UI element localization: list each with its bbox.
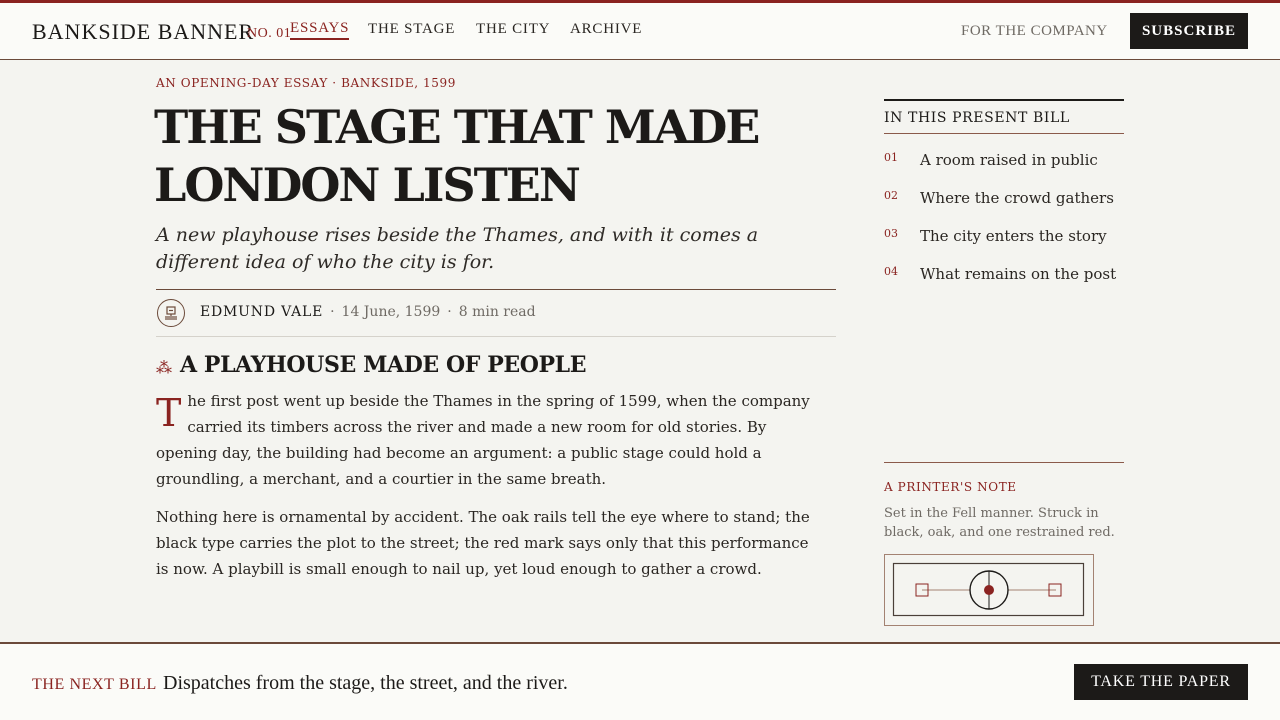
toc-item[interactable] bbox=[884, 151, 1124, 175]
byline-separator: · bbox=[330, 304, 335, 320]
take-the-paper-button[interactable]: TAKE THE PAPER bbox=[1074, 664, 1248, 700]
footer-bar bbox=[0, 642, 1280, 720]
paragraph bbox=[156, 388, 816, 492]
author-avatar bbox=[157, 299, 185, 327]
nav-archive[interactable]: ARCHIVE bbox=[570, 21, 643, 37]
drop-cap: T bbox=[156, 391, 182, 435]
toc-title: IN THIS PRESENT BILL bbox=[884, 110, 1070, 126]
nav-the-stage[interactable]: THE STAGE bbox=[368, 21, 456, 37]
article-kicker: AN OPENING-DAY ESSAY · BANKSIDE, 1599 bbox=[156, 76, 456, 90]
printers-note-title: A PRINTER'S NOTE bbox=[884, 480, 1017, 494]
divider bbox=[884, 99, 1124, 101]
toc-number: 04 bbox=[884, 265, 898, 278]
printers-note-body: Set in the Fell manner. Struck in black, oak, and one restrained red. bbox=[884, 506, 1115, 540]
article-dek: A new playhouse rises beside the Thames, and with it comes a different idea of who the city is for. bbox=[156, 224, 759, 273]
divider bbox=[156, 289, 836, 290]
fleuron-icon: ⁂ bbox=[156, 358, 172, 377]
byline bbox=[200, 304, 536, 320]
printers-ornament bbox=[884, 554, 1094, 626]
paragraph: Nothing here is ornamental by accident. The oak rails tell the eye where to stand; the black type carries the plot to the street; the red mark says only that this performance is now. A playbill is small enough to nail up, yet loud enough to gather a crowd. bbox=[156, 508, 810, 578]
toc-label[interactable]: A room raised in public bbox=[920, 151, 1098, 169]
toc-item[interactable] bbox=[884, 189, 1124, 213]
toc-label[interactable]: The city enters the story bbox=[920, 227, 1107, 245]
toc-item[interactable] bbox=[884, 227, 1124, 251]
issue-number: NO. 01 bbox=[247, 26, 292, 41]
author-seal-icon bbox=[162, 304, 180, 322]
toc-label[interactable]: What remains on the post bbox=[920, 265, 1117, 283]
footer-tagline: Dispatches from the stage, the street, and the river. bbox=[163, 672, 568, 694]
divider bbox=[884, 133, 1124, 134]
article-headline: THE STAGE THAT MADE LONDON LISTEN bbox=[154, 100, 759, 212]
toc-item[interactable] bbox=[884, 265, 1124, 289]
nav-essays[interactable]: ESSAYS bbox=[290, 20, 349, 40]
toc-label[interactable]: Where the crowd gathers bbox=[920, 189, 1114, 207]
read-time: 8 min read bbox=[458, 304, 536, 320]
toc-number: 01 bbox=[884, 151, 898, 164]
footer-label: THE NEXT BILL bbox=[32, 676, 157, 693]
site-header bbox=[0, 0, 1280, 60]
divider bbox=[156, 336, 836, 337]
for-the-company-link[interactable]: FOR THE COMPANY bbox=[961, 23, 1108, 39]
paragraph-text: he first post went up beside the Thames in the spring of 1599, when the company carried its timbers across the river and made a new room for old stories. By opening day, the building had become an argument: a public stage could hold a groundling, a merchant, and a courtier in the same breath. bbox=[156, 392, 810, 488]
nav-the-city[interactable]: THE CITY bbox=[476, 21, 551, 37]
divider bbox=[884, 462, 1124, 463]
subscribe-button[interactable]: SUBSCRIBE bbox=[1130, 13, 1248, 49]
byline-separator: · bbox=[447, 304, 452, 320]
publish-date: 14 June, 1599 bbox=[341, 304, 441, 320]
toc-number: 02 bbox=[884, 189, 898, 202]
brand-logo[interactable]: BANKSIDE BANNER bbox=[32, 19, 255, 44]
section-heading: A PLAYHOUSE MADE OF PEOPLE bbox=[180, 352, 587, 378]
author-name[interactable]: EDMUND VALE bbox=[200, 304, 324, 320]
toc-number: 03 bbox=[884, 227, 898, 240]
